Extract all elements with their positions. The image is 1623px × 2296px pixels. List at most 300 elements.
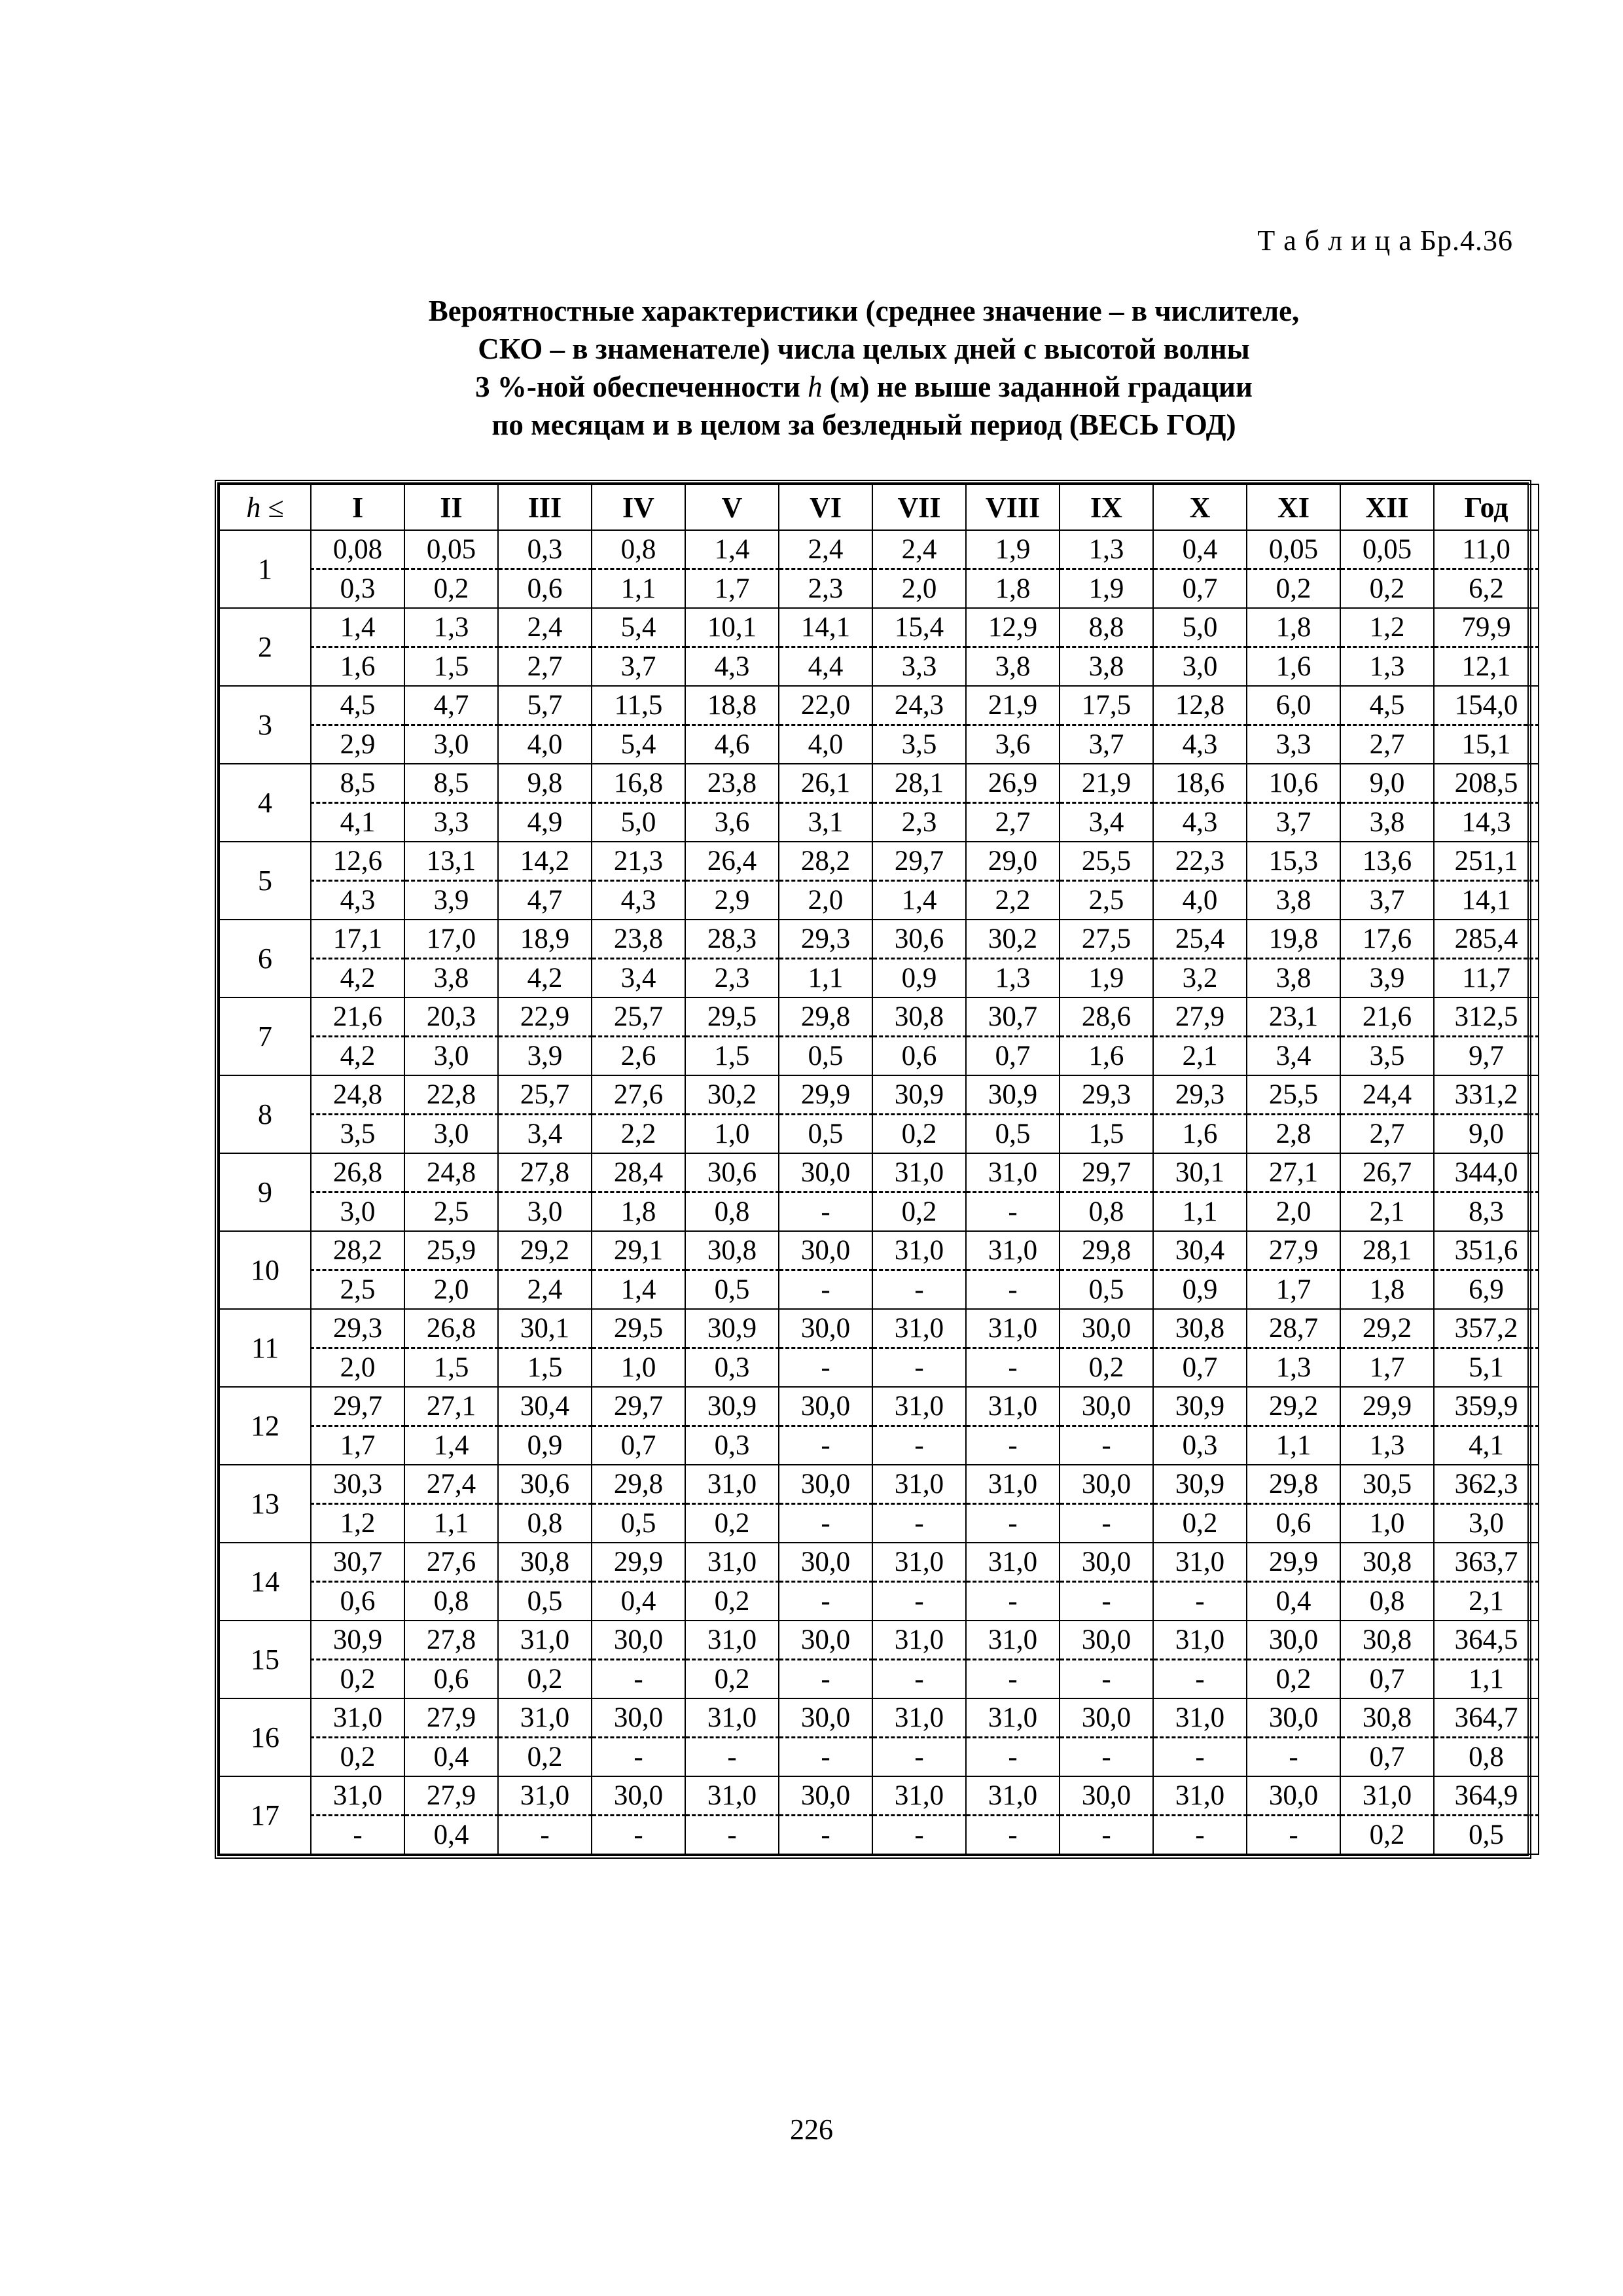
sd-cell: 1,8 xyxy=(1340,1270,1434,1310)
sd-cell: 0,2 xyxy=(1247,1660,1340,1699)
mean-cell: 31,0 xyxy=(872,1698,966,1738)
mean-cell: 30,0 xyxy=(1060,1543,1153,1582)
mean-cell: 31,0 xyxy=(685,1465,779,1504)
sd-cell: 2,9 xyxy=(685,881,779,920)
sd-cell: 8,3 xyxy=(1434,1193,1539,1232)
column-header: VI xyxy=(779,484,872,530)
sd-cell: 1,1 xyxy=(404,1504,498,1543)
sd-cell: - xyxy=(872,1426,966,1465)
sd-cell: 0,5 xyxy=(685,1270,779,1310)
sd-cell: 3,5 xyxy=(311,1115,404,1154)
sd-cell: 0,5 xyxy=(498,1582,592,1621)
mean-cell: 22,3 xyxy=(1153,842,1247,881)
sd-cell: 3,4 xyxy=(1060,803,1153,842)
sd-cell: 1,6 xyxy=(1153,1115,1247,1154)
mean-cell: 20,3 xyxy=(404,997,498,1037)
sd-cell: 0,9 xyxy=(498,1426,592,1465)
sd-cell: 4,0 xyxy=(498,725,592,764)
table-body xyxy=(219,530,1539,1854)
table-row-mean xyxy=(219,1698,1539,1738)
column-header: V xyxy=(685,484,779,530)
mean-cell: 331,2 xyxy=(1434,1075,1539,1115)
table-row-sd xyxy=(219,1504,1539,1543)
column-header: X xyxy=(1153,484,1247,530)
mean-cell: 31,0 xyxy=(685,1543,779,1582)
mean-cell: 29,5 xyxy=(592,1309,685,1348)
sd-cell: 1,1 xyxy=(1153,1193,1247,1232)
mean-cell: 154,0 xyxy=(1434,686,1539,725)
mean-cell: 12,9 xyxy=(966,608,1060,647)
sd-cell: 2,3 xyxy=(779,569,872,609)
title-line-3-end: (м) не выше заданной градации xyxy=(822,370,1253,403)
mean-cell: 30,1 xyxy=(498,1309,592,1348)
mean-cell: 29,2 xyxy=(1247,1387,1340,1426)
title-line-3 xyxy=(216,368,1512,406)
mean-cell: 11,0 xyxy=(1434,530,1539,569)
sd-cell: 0,7 xyxy=(1153,569,1247,609)
sd-cell: 1,3 xyxy=(1340,1426,1434,1465)
mean-cell: 8,8 xyxy=(1060,608,1153,647)
mean-cell: 26,7 xyxy=(1340,1153,1434,1193)
sd-cell: - xyxy=(1247,1816,1340,1855)
table-row-mean xyxy=(219,1153,1539,1193)
mean-cell: 31,0 xyxy=(872,1231,966,1270)
mean-cell: 31,0 xyxy=(872,1543,966,1582)
row-height-grade: 14 xyxy=(219,1543,311,1621)
mean-cell: 4,7 xyxy=(404,686,498,725)
mean-cell: 1,9 xyxy=(966,530,1060,569)
mean-cell: 362,3 xyxy=(1434,1465,1539,1504)
sd-cell: 3,4 xyxy=(1247,1037,1340,1076)
sd-cell: 0,7 xyxy=(966,1037,1060,1076)
mean-cell: 1,2 xyxy=(1340,608,1434,647)
row-height-grade: 16 xyxy=(219,1698,311,1776)
mean-cell: 30,8 xyxy=(1153,1309,1247,1348)
mean-cell: 31,0 xyxy=(1153,1621,1247,1660)
mean-cell: 31,0 xyxy=(872,1309,966,1348)
sd-cell: 0,7 xyxy=(592,1426,685,1465)
sd-cell: - xyxy=(966,1582,1060,1621)
mean-cell: 10,1 xyxy=(685,608,779,647)
sd-cell: 3,2 xyxy=(1153,959,1247,998)
sd-cell: - xyxy=(1060,1426,1153,1465)
sd-cell: 6,9 xyxy=(1434,1270,1539,1310)
mean-cell: 31,0 xyxy=(872,1776,966,1816)
sd-cell: 12,1 xyxy=(1434,647,1539,687)
mean-cell: 25,4 xyxy=(1153,920,1247,959)
mean-cell: 30,1 xyxy=(1153,1153,1247,1193)
mean-cell: 29,8 xyxy=(1247,1465,1340,1504)
sd-cell: 1,4 xyxy=(592,1270,685,1310)
mean-cell: 10,6 xyxy=(1247,764,1340,803)
sd-cell: 3,0 xyxy=(498,1193,592,1232)
mean-cell: 30,7 xyxy=(966,997,1060,1037)
sd-cell: 0,8 xyxy=(404,1582,498,1621)
mean-cell: 27,1 xyxy=(1247,1153,1340,1193)
sd-cell: - xyxy=(966,1270,1060,1310)
mean-cell: 8,5 xyxy=(404,764,498,803)
mean-cell: 30,0 xyxy=(779,1231,872,1270)
mean-cell: 13,1 xyxy=(404,842,498,881)
mean-cell: 28,4 xyxy=(592,1153,685,1193)
table-row-mean xyxy=(219,842,1539,881)
mean-cell: 25,5 xyxy=(1060,842,1153,881)
table-row-mean xyxy=(219,1075,1539,1115)
mean-cell: 29,2 xyxy=(498,1231,592,1270)
sd-cell: 3,0 xyxy=(404,1037,498,1076)
mean-cell: 30,0 xyxy=(592,1621,685,1660)
sd-cell: 11,7 xyxy=(1434,959,1539,998)
mean-cell: 5,4 xyxy=(592,608,685,647)
mean-cell: 29,0 xyxy=(966,842,1060,881)
mean-cell: 8,5 xyxy=(311,764,404,803)
mean-cell: 1,4 xyxy=(311,608,404,647)
sd-cell: 4,3 xyxy=(685,647,779,687)
sd-cell: 3,4 xyxy=(592,959,685,998)
sd-cell: 0,2 xyxy=(872,1115,966,1154)
column-header: I xyxy=(311,484,404,530)
title-line-2: СКО – в знаменателе) числа целых дней с высотой волны xyxy=(478,332,1250,365)
mean-cell: 21,6 xyxy=(311,997,404,1037)
sd-cell: 4,7 xyxy=(498,881,592,920)
mean-cell: 0,05 xyxy=(1340,530,1434,569)
mean-cell: 27,9 xyxy=(404,1776,498,1816)
sd-cell: 4,2 xyxy=(311,1037,404,1076)
mean-cell: 31,0 xyxy=(1153,1776,1247,1816)
mean-cell: 6,0 xyxy=(1247,686,1340,725)
sd-cell: 4,2 xyxy=(498,959,592,998)
mean-cell: 30,4 xyxy=(498,1387,592,1426)
sd-cell: 4,0 xyxy=(1153,881,1247,920)
mean-cell: 17,0 xyxy=(404,920,498,959)
sd-cell: 0,6 xyxy=(498,569,592,609)
mean-cell: 25,7 xyxy=(498,1075,592,1115)
sd-cell: - xyxy=(1060,1738,1153,1777)
mean-cell: 0,4 xyxy=(1153,530,1247,569)
sd-cell: 15,1 xyxy=(1434,725,1539,764)
sd-cell: 3,7 xyxy=(592,647,685,687)
mean-cell: 30,0 xyxy=(1247,1698,1340,1738)
mean-cell: 31,0 xyxy=(872,1621,966,1660)
sd-cell: 3,9 xyxy=(498,1037,592,1076)
mean-cell: 30,6 xyxy=(872,920,966,959)
sd-cell: 4,3 xyxy=(1153,725,1247,764)
sd-cell: 0,2 xyxy=(498,1660,592,1699)
mean-cell: 24,3 xyxy=(872,686,966,725)
mean-cell: 31,0 xyxy=(966,1698,1060,1738)
sd-cell: - xyxy=(1153,1582,1247,1621)
mean-cell: 30,9 xyxy=(1153,1465,1247,1504)
mean-cell: 30,8 xyxy=(1340,1543,1434,1582)
mean-cell: 29,8 xyxy=(779,997,872,1037)
sd-cell: - xyxy=(966,1816,1060,1855)
sd-cell: 1,1 xyxy=(1247,1426,1340,1465)
sd-cell: 0,3 xyxy=(685,1426,779,1465)
sd-cell: 3,0 xyxy=(404,725,498,764)
mean-cell: 2,4 xyxy=(872,530,966,569)
mean-cell: 30,8 xyxy=(1340,1698,1434,1738)
mean-cell: 79,9 xyxy=(1434,608,1539,647)
sd-cell: 1,1 xyxy=(779,959,872,998)
mean-cell: 31,0 xyxy=(966,1621,1060,1660)
mean-cell: 27,8 xyxy=(498,1153,592,1193)
mean-cell: 9,8 xyxy=(498,764,592,803)
sd-cell: 0,5 xyxy=(592,1504,685,1543)
sd-cell: 1,0 xyxy=(685,1115,779,1154)
sd-cell: 2,7 xyxy=(1340,725,1434,764)
sd-cell: - xyxy=(872,1816,966,1855)
sd-cell: 6,2 xyxy=(1434,569,1539,609)
sd-cell: 3,0 xyxy=(311,1193,404,1232)
mean-cell: 30,0 xyxy=(779,1698,872,1738)
sd-cell: 2,2 xyxy=(966,881,1060,920)
sd-cell: 1,1 xyxy=(1434,1660,1539,1699)
sd-cell: 0,2 xyxy=(498,1738,592,1777)
mean-cell: 27,9 xyxy=(404,1698,498,1738)
sd-cell: 0,4 xyxy=(404,1816,498,1855)
column-header: IV xyxy=(592,484,685,530)
mean-cell: 26,8 xyxy=(404,1309,498,1348)
sd-cell: 1,8 xyxy=(592,1193,685,1232)
mean-cell: 28,6 xyxy=(1060,997,1153,1037)
sd-cell: 3,6 xyxy=(966,725,1060,764)
wave-days-table xyxy=(219,484,1539,1855)
mean-cell: 30,5 xyxy=(1340,1465,1434,1504)
mean-cell: 30,9 xyxy=(685,1309,779,1348)
sd-cell: 2,7 xyxy=(1340,1115,1434,1154)
mean-cell: 18,9 xyxy=(498,920,592,959)
row-height-grade: 10 xyxy=(219,1231,311,1309)
table-row-sd xyxy=(219,959,1539,998)
mean-cell: 26,1 xyxy=(779,764,872,803)
mean-cell: 30,9 xyxy=(1153,1387,1247,1426)
sd-cell: 2,8 xyxy=(1247,1115,1340,1154)
mean-cell: 24,8 xyxy=(404,1153,498,1193)
sd-cell: 0,3 xyxy=(1153,1426,1247,1465)
mean-cell: 30,0 xyxy=(779,1543,872,1582)
mean-cell: 28,1 xyxy=(1340,1231,1434,1270)
mean-cell: 29,7 xyxy=(311,1387,404,1426)
mean-cell: 364,7 xyxy=(1434,1698,1539,1738)
sd-cell: 2,0 xyxy=(1247,1193,1340,1232)
sd-cell: - xyxy=(779,1193,872,1232)
sd-cell: 0,7 xyxy=(1340,1660,1434,1699)
mean-cell: 11,5 xyxy=(592,686,685,725)
sd-cell: 1,5 xyxy=(498,1348,592,1388)
sd-cell: - xyxy=(872,1270,966,1310)
mean-cell: 0,8 xyxy=(592,530,685,569)
mean-cell: 29,9 xyxy=(1340,1387,1434,1426)
mean-cell: 31,0 xyxy=(311,1698,404,1738)
mean-cell: 30,9 xyxy=(311,1621,404,1660)
sd-cell: 0,5 xyxy=(966,1115,1060,1154)
sd-cell: 2,4 xyxy=(498,1270,592,1310)
mean-cell: 30,0 xyxy=(779,1153,872,1193)
mean-cell: 18,6 xyxy=(1153,764,1247,803)
table-row-sd xyxy=(219,1193,1539,1232)
sd-cell: 2,0 xyxy=(404,1270,498,1310)
mean-cell: 24,4 xyxy=(1340,1075,1434,1115)
table-label: Т а б л и ц а Бр.4.36 xyxy=(1257,224,1513,257)
mean-cell: 30,0 xyxy=(779,1776,872,1816)
column-header: XI xyxy=(1247,484,1340,530)
sd-cell: - xyxy=(872,1738,966,1777)
table-row-sd xyxy=(219,1660,1539,1699)
sd-cell: 3,0 xyxy=(1153,647,1247,687)
column-header: VII xyxy=(872,484,966,530)
mean-cell: 29,8 xyxy=(1060,1231,1153,1270)
sd-cell: 0,2 xyxy=(311,1738,404,1777)
sd-cell: 0,4 xyxy=(592,1582,685,1621)
mean-cell: 29,9 xyxy=(592,1543,685,1582)
row-height-grade: 7 xyxy=(219,997,311,1075)
mean-cell: 364,9 xyxy=(1434,1776,1539,1816)
sd-cell: 5,1 xyxy=(1434,1348,1539,1388)
mean-cell: 30,7 xyxy=(311,1543,404,1582)
sd-cell: 0,2 xyxy=(1340,1816,1434,1855)
page-number: 226 xyxy=(790,2113,833,2145)
sd-cell: 0,5 xyxy=(1060,1270,1153,1310)
mean-cell: 30,0 xyxy=(1247,1621,1340,1660)
sd-cell: 3,1 xyxy=(779,803,872,842)
sd-cell: 14,1 xyxy=(1434,881,1539,920)
table-row-sd xyxy=(219,647,1539,687)
sd-cell: 1,0 xyxy=(1340,1504,1434,1543)
mean-cell: 251,1 xyxy=(1434,842,1539,881)
sd-cell: 4,9 xyxy=(498,803,592,842)
sd-cell: - xyxy=(966,1193,1060,1232)
sd-cell: - xyxy=(779,1816,872,1855)
mean-cell: 5,0 xyxy=(1153,608,1247,647)
sd-cell: 4,3 xyxy=(311,881,404,920)
sd-cell: 0,8 xyxy=(1434,1738,1539,1777)
sd-cell: 2,0 xyxy=(311,1348,404,1388)
mean-cell: 31,0 xyxy=(685,1776,779,1816)
sd-cell: 1,7 xyxy=(311,1426,404,1465)
sd-cell: 0,8 xyxy=(1340,1582,1434,1621)
sd-cell: 9,0 xyxy=(1434,1115,1539,1154)
mean-cell: 31,0 xyxy=(1340,1776,1434,1816)
sd-cell: - xyxy=(1153,1816,1247,1855)
table-row-sd xyxy=(219,1037,1539,1076)
sd-cell: 0,4 xyxy=(1247,1582,1340,1621)
sd-cell: 1,9 xyxy=(1060,959,1153,998)
mean-cell: 30,0 xyxy=(779,1621,872,1660)
mean-cell: 29,1 xyxy=(592,1231,685,1270)
mean-cell: 29,9 xyxy=(1247,1543,1340,1582)
sd-cell: 0,2 xyxy=(1340,569,1434,609)
sd-cell: 2,7 xyxy=(966,803,1060,842)
mean-cell: 30,9 xyxy=(685,1387,779,1426)
sd-cell: 2,5 xyxy=(311,1270,404,1310)
sd-cell: - xyxy=(872,1582,966,1621)
table-title xyxy=(216,292,1512,444)
title-line-3-start: 3 %-ной обеспеченности xyxy=(475,370,808,403)
sd-cell: 5,0 xyxy=(592,803,685,842)
column-header: II xyxy=(404,484,498,530)
sd-cell: 3,9 xyxy=(1340,959,1434,998)
mean-cell: 25,7 xyxy=(592,997,685,1037)
mean-cell: 4,5 xyxy=(1340,686,1434,725)
mean-cell: 22,0 xyxy=(779,686,872,725)
sd-cell: - xyxy=(966,1348,1060,1388)
row-height-grade: 5 xyxy=(219,842,311,920)
sd-cell: - xyxy=(779,1270,872,1310)
mean-cell: 21,3 xyxy=(592,842,685,881)
sd-cell: - xyxy=(872,1660,966,1699)
sd-cell: 14,3 xyxy=(1434,803,1539,842)
mean-cell: 2,4 xyxy=(779,530,872,569)
sd-cell: 2,1 xyxy=(1340,1193,1434,1232)
mean-cell: 31,0 xyxy=(498,1621,592,1660)
mean-cell: 0,08 xyxy=(311,530,404,569)
table-row-sd xyxy=(219,1348,1539,1388)
mean-cell: 21,9 xyxy=(1060,764,1153,803)
sd-cell: 3,3 xyxy=(404,803,498,842)
sd-cell: 1,3 xyxy=(966,959,1060,998)
table-row-sd xyxy=(219,1816,1539,1855)
sd-cell: 1,5 xyxy=(685,1037,779,1076)
sd-cell: - xyxy=(872,1504,966,1543)
sd-cell: 1,9 xyxy=(1060,569,1153,609)
table-row-mean xyxy=(219,1776,1539,1816)
sd-cell: 0,2 xyxy=(872,1193,966,1232)
mean-cell: 30,2 xyxy=(966,920,1060,959)
sd-cell: - xyxy=(779,1504,872,1543)
mean-cell: 29,3 xyxy=(1060,1075,1153,1115)
mean-cell: 26,9 xyxy=(966,764,1060,803)
mean-cell: 357,2 xyxy=(1434,1309,1539,1348)
sd-cell: 0,6 xyxy=(404,1660,498,1699)
mean-cell: 28,2 xyxy=(311,1231,404,1270)
sd-cell: - xyxy=(1153,1660,1247,1699)
title-line-1: Вероятностные характеристики (среднее значение – в числителе, xyxy=(428,295,1300,327)
sd-cell: 3,0 xyxy=(1434,1504,1539,1543)
mean-cell: 30,3 xyxy=(311,1465,404,1504)
mean-cell: 0,05 xyxy=(404,530,498,569)
mean-cell: 30,0 xyxy=(592,1698,685,1738)
sd-cell: - xyxy=(779,1582,872,1621)
mean-cell: 31,0 xyxy=(685,1621,779,1660)
sd-cell: - xyxy=(685,1738,779,1777)
mean-cell: 25,5 xyxy=(1247,1075,1340,1115)
mean-cell: 30,6 xyxy=(685,1153,779,1193)
sd-cell: 4,1 xyxy=(311,803,404,842)
sd-cell: 4,3 xyxy=(1153,803,1247,842)
table-row-sd xyxy=(219,725,1539,764)
sd-cell: - xyxy=(1247,1738,1340,1777)
sd-cell: 4,3 xyxy=(592,881,685,920)
sd-cell: 0,8 xyxy=(498,1504,592,1543)
sd-cell: 1,8 xyxy=(966,569,1060,609)
mean-cell: 29,9 xyxy=(779,1075,872,1115)
mean-cell: 29,3 xyxy=(1153,1075,1247,1115)
mean-cell: 31,0 xyxy=(872,1465,966,1504)
sd-cell: 2,3 xyxy=(685,959,779,998)
sd-cell: 2,1 xyxy=(1434,1582,1539,1621)
mean-cell: 1,4 xyxy=(685,530,779,569)
sd-cell: - xyxy=(966,1504,1060,1543)
mean-cell: 359,9 xyxy=(1434,1387,1539,1426)
sd-cell: 0,2 xyxy=(1060,1348,1153,1388)
mean-cell: 1,3 xyxy=(404,608,498,647)
table-row-sd xyxy=(219,803,1539,842)
sd-cell: 2,3 xyxy=(872,803,966,842)
sd-cell: 0,2 xyxy=(685,1582,779,1621)
mean-cell: 30,8 xyxy=(872,997,966,1037)
sd-cell: 2,6 xyxy=(592,1037,685,1076)
mean-cell: 9,0 xyxy=(1340,764,1434,803)
